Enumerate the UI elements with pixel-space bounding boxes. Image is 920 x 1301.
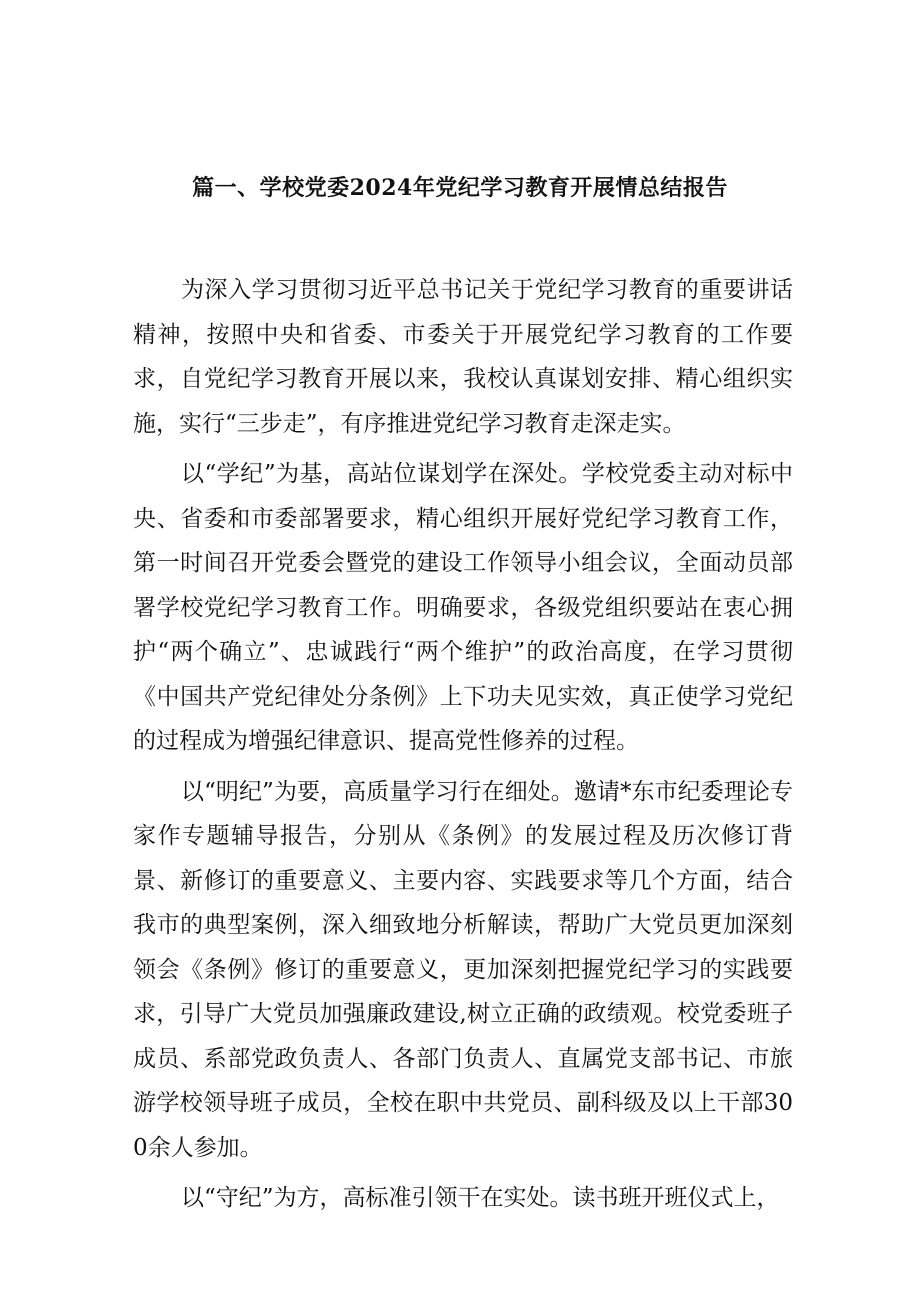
document-title: 篇一、学校党委2024年党纪学习教育开展情总结报告 — [192, 175, 728, 201]
paragraph-keep-discipline: 以“守纪”为方，高标准引领干在实处。读书班开班仪式上， — [181, 1185, 780, 1211]
paragraph-understand-discipline: 以“明纪”为要，高质量学习行在细处。邀请*东市纪委理论专家作专题辅导报告，分别从《条例》的发展过程及历次修订背景、新修订的重要意义、主要内容、实践要求等几个方面，结合我市的典型案例，深入细致地分析解读，帮助广大党员更加深刻领会《条例》修订的重要意义，更加深刻把握党纪学习的实践要求，引导广大党员加强廉政建设,树立正确的政绩观。校党委班子成员、系部党政负责人、各部门负责人、直属党支部书记、市旅游学校领导班子成员，全校在职中共党员、副科级及以上干部300余人参加。 — [133, 778, 793, 1161]
paragraph-learn-discipline: 以“学纪”为基，高站位谋划学在深处。学校党委主动对标中央、省委和市委部署要求，精心组织开展好党纪学习教育工作，第一时间召开党委会暨党的建设工作领导小组会议，全面动员部署学校党纪学习教育工作。明确要求，各级党组织要站在衷心拥护“两个确立”、忠诚践行“两个维护”的政治高度，在学习贯彻《中国共产党纪律处分条例》上下功夫见实效，真正使学习党纪的过程成为增强纪律意识、提高党性修养的过程。 — [133, 461, 793, 754]
document-body — [133, 268, 793, 1227]
paragraph-intro: 为深入学习贯彻习近平总书记关于党纪学习教育的重要讲话精神，按照中央和省委、市委关于开展党纪学习教育的工作要求，自党纪学习教育开展以来，我校认真谋划安排、精心组织实施，实行“三步走”，有序推进党纪学习教育走深走实。 — [133, 277, 793, 437]
